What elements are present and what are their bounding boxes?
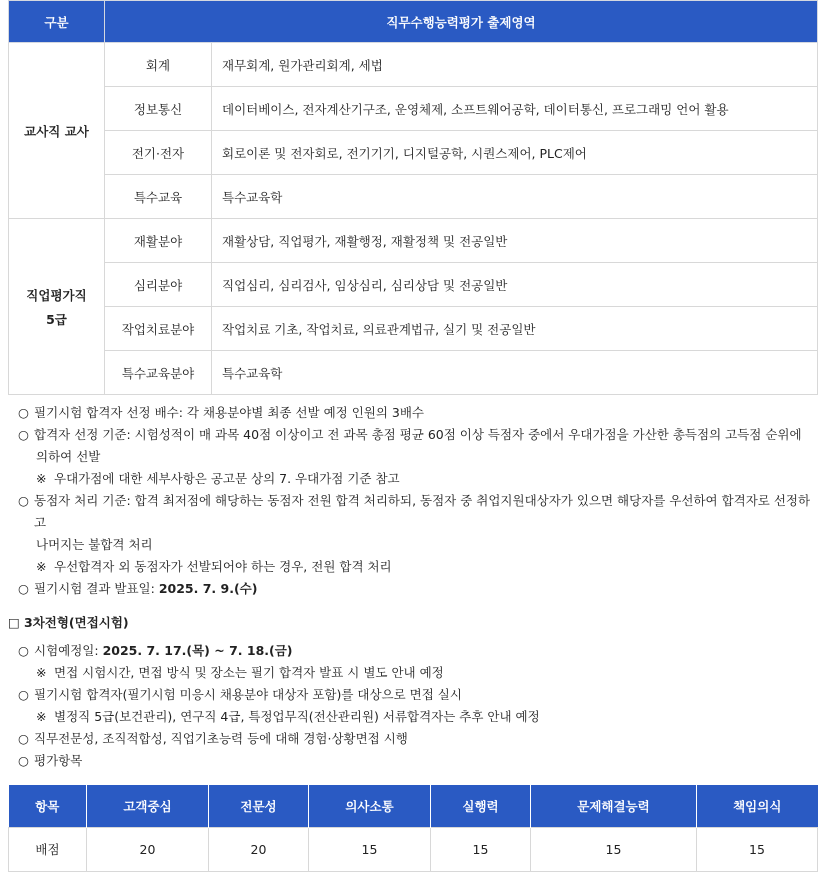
note-text: 면접 시험시간, 면접 방식 및 장소는 필기 합격자 발표 시 별도 안내 예정 xyxy=(54,665,444,680)
note-text: 직무전문성, 조직적합성, 직업기초능력 등에 대해 경험·상황면접 시행 xyxy=(34,731,408,746)
reference-mark-icon: ※ xyxy=(36,559,47,574)
areas-cell: 재활상담, 직업평가, 재활행정, 재활정책 및 전공일반 xyxy=(212,219,818,263)
note-text: 우대가점에 대한 세부사항은 공고문 상의 7. 우대가점 기준 참고 xyxy=(54,471,400,486)
header-exam-area: 직무수행능력평가 출제영역 xyxy=(105,1,818,43)
group-name-line1: 직업평가직 xyxy=(26,287,87,303)
section-title-text: 3차전형(면접시험) xyxy=(24,615,129,630)
table-row xyxy=(9,263,818,307)
table-row xyxy=(9,131,818,175)
score-header: 고객중심 xyxy=(87,785,209,827)
field-cell: 정보통신 xyxy=(105,87,212,131)
note-item xyxy=(8,684,818,706)
interview-date: 2025. 7. 17.(목) ~ 7. 18.(금) xyxy=(102,643,293,658)
note-continuation xyxy=(18,534,818,556)
note-text: 우선합격자 외 동점자가 선발되어야 하는 경우, 전원 합격 처리 xyxy=(54,559,392,574)
circle-bullet-icon: ○ xyxy=(18,427,29,442)
areas-cell: 직업심리, 심리검사, 임상심리, 심리상담 및 전공일반 xyxy=(212,263,818,307)
reference-mark-icon: ※ xyxy=(36,471,47,486)
score-header: 실행력 xyxy=(431,785,531,827)
table-row xyxy=(9,351,818,395)
header-category: 구분 xyxy=(9,1,105,43)
score-cell: 15 xyxy=(431,827,531,871)
score-header: 전문성 xyxy=(209,785,309,827)
table-row xyxy=(9,175,818,219)
interview-section xyxy=(8,612,818,772)
note-reference xyxy=(18,468,818,490)
areas-cell: 데이터베이스, 전자계산기구조, 운영체제, 소프트웨어공학, 데이터통신, 프로그래밍 언어 활용 xyxy=(212,87,818,131)
note-item xyxy=(8,728,818,750)
circle-bullet-icon: ○ xyxy=(18,731,29,746)
areas-cell: 특수교육학 xyxy=(212,351,818,395)
score-header: 책임의식 xyxy=(697,785,818,827)
field-cell: 회계 xyxy=(105,43,212,87)
note-text: 필기시험 합격자 선정 배수: 각 채용분야별 최종 선발 예정 인원의 3배수 xyxy=(34,405,424,420)
score-header-row xyxy=(9,785,818,827)
table-row xyxy=(9,87,818,131)
areas-cell: 작업치료 기초, 작업치료, 의료관계법규, 실기 및 전공일반 xyxy=(212,307,818,351)
score-header: 의사소통 xyxy=(309,785,431,827)
note-text: 동점자 처리 기준: 합격 최저점에 해당하는 동점자 전원 합격 처리하되, 동점자 중 취업지원대상자가 있으면 해당자를 우선하여 합격자로 선정하고 xyxy=(34,493,811,530)
areas-cell: 재무회계, 원가관리회계, 세법 xyxy=(212,43,818,87)
score-table xyxy=(8,785,818,872)
table-row xyxy=(9,307,818,351)
reference-mark-icon: ※ xyxy=(36,709,47,724)
note-text: 평가항목 xyxy=(34,753,83,768)
score-cell: 15 xyxy=(531,827,697,871)
note-reference xyxy=(8,662,818,684)
note-text: 합격자 선정 기준: 시험성적이 매 과목 40점 이상이고 전 과목 총점 평균 60점 이상 득점자 중에서 우대가점을 가산한 총득점의 고득점 순위에 xyxy=(34,427,802,442)
note-item xyxy=(18,578,818,600)
group-evaluator xyxy=(9,219,105,395)
score-header: 항목 xyxy=(9,785,87,827)
field-cell: 작업치료분야 xyxy=(105,307,212,351)
circle-bullet-icon: ○ xyxy=(18,581,29,596)
announcement-date: 2025. 7. 9.(수) xyxy=(158,581,258,596)
note-text: 필기시험 결과 발표일: xyxy=(34,581,159,596)
table-row xyxy=(9,43,818,87)
group-name-line2: 5급 xyxy=(46,311,67,327)
note-continuation xyxy=(18,446,818,468)
note-item xyxy=(8,750,818,772)
circle-bullet-icon: ○ xyxy=(18,493,29,508)
areas-cell: 회로이론 및 전자회로, 전기기기, 디지털공학, 시퀀스제어, PLC제어 xyxy=(212,131,818,175)
areas-cell: 특수교육학 xyxy=(212,175,818,219)
written-exam-notes xyxy=(18,402,818,600)
note-reference xyxy=(8,706,818,728)
circle-bullet-icon: ○ xyxy=(18,643,29,658)
table-row xyxy=(9,827,818,871)
field-cell: 전기·전자 xyxy=(105,131,212,175)
score-cell: 배점 xyxy=(9,827,87,871)
score-cell: 20 xyxy=(87,827,209,871)
exam-table-header xyxy=(9,1,818,43)
circle-bullet-icon: ○ xyxy=(18,687,29,702)
note-text: 나머지는 불합격 처리 xyxy=(36,537,153,552)
table-row xyxy=(9,219,818,263)
score-header: 문제해결능력 xyxy=(531,785,697,827)
note-item xyxy=(18,424,818,446)
box-bullet-icon: □ xyxy=(8,615,20,630)
circle-bullet-icon: ○ xyxy=(18,405,29,420)
field-cell: 심리분야 xyxy=(105,263,212,307)
note-text: 의하여 선발 xyxy=(36,449,101,464)
note-text: 별정직 5급(보건관리), 연구직 4급, 특정업무직(전산관리원) 서류합격자는 추후 안내 예정 xyxy=(54,709,540,724)
exam-area-table xyxy=(8,0,818,395)
field-cell: 특수교육 xyxy=(105,175,212,219)
field-cell: 재활분야 xyxy=(105,219,212,263)
note-reference xyxy=(18,556,818,578)
score-cell: 15 xyxy=(309,827,431,871)
score-cell: 20 xyxy=(209,827,309,871)
note-item xyxy=(18,402,818,424)
section-title xyxy=(8,612,818,634)
reference-mark-icon: ※ xyxy=(36,665,47,680)
note-text: 시험예정일: xyxy=(34,643,103,658)
note-item xyxy=(8,640,818,662)
score-cell: 15 xyxy=(697,827,818,871)
field-cell: 특수교육분야 xyxy=(105,351,212,395)
note-item xyxy=(18,490,818,534)
group-teacher: 교사직 교사 xyxy=(9,43,105,219)
circle-bullet-icon: ○ xyxy=(18,753,29,768)
note-text: 필기시험 합격자(필기시험 미응시 채용분야 대상자 포함)를 대상으로 면접 실시 xyxy=(34,687,462,702)
